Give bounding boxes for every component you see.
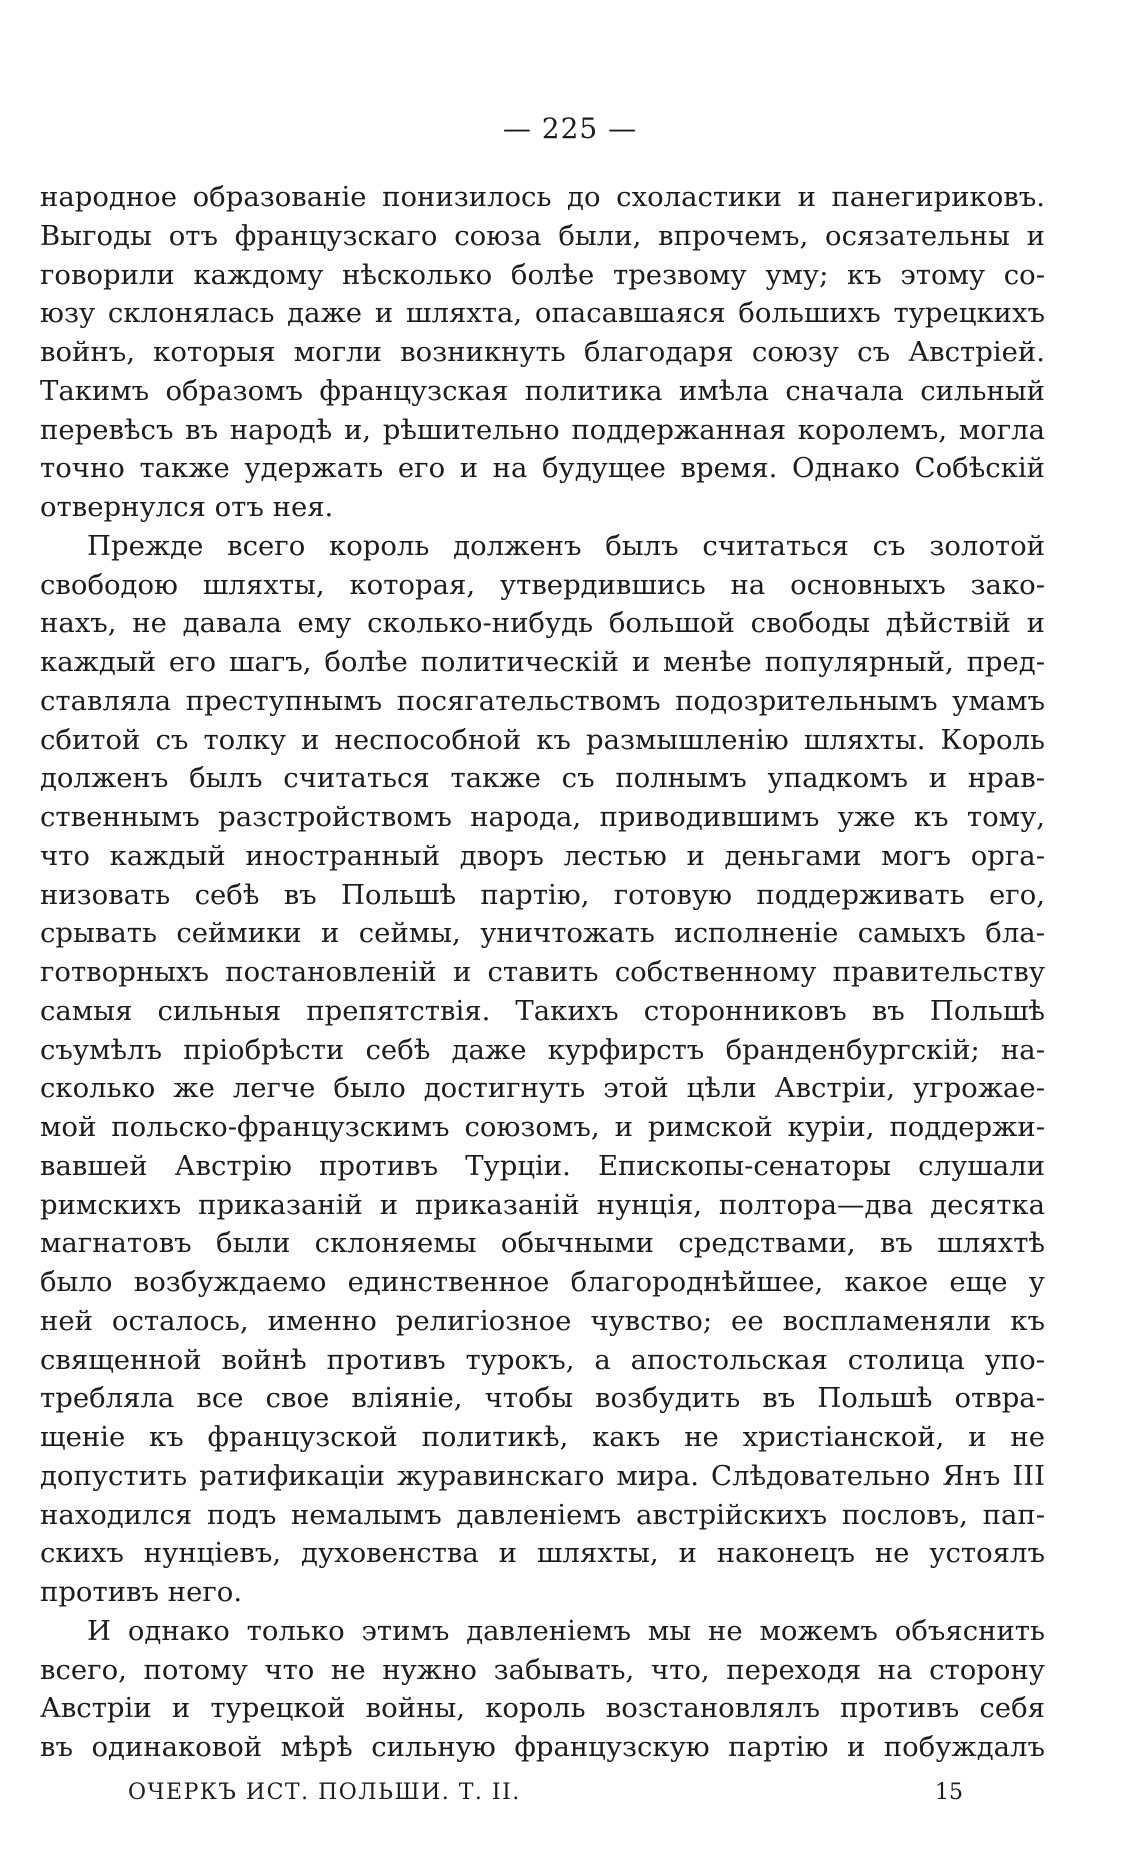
footer-signature: ОЧЕРКЪ ИСТ. ПОЛЬШИ. Т. II. — [128, 1780, 521, 1805]
body-text — [40, 178, 1045, 1767]
text-line: сбитой съ толку и неспособной къ размышленію шляхты. Король — [40, 723, 1045, 756]
text-line: священной войнѣ противъ турокъ, а апостольская столица упо- — [40, 1343, 1045, 1376]
text-line: римскихъ приказаній и приказаній нунція, полтора—два десятка — [40, 1188, 1045, 1221]
footer-sheet-number: 15 — [935, 1780, 963, 1805]
text-line: сколько же легче было достигнуть этой цѣли Австріи, угрожае- — [40, 1072, 1045, 1105]
text-line: требляла все свое вліяніе, чтобы возбудить въ Польшѣ отвра- — [40, 1382, 1045, 1415]
text-line: точно также удержать его и на будущее время. Однако Собѣскій — [40, 452, 1045, 485]
text-line: магнатовъ были склоняемы обычными средствами, въ шляхтѣ — [40, 1227, 1045, 1260]
text-line: скихъ нунціевъ, духовенства и шляхты, и наконецъ не устоялъ — [40, 1537, 1045, 1570]
text-line: допустить ратификаціи журавинскаго мира. Слѣдовательно Янъ III — [40, 1459, 1045, 1492]
text-line: свободою шляхты, которая, утвердившись на основныхъ зако- — [40, 568, 1045, 601]
text-line: долженъ былъ считаться также съ полнымъ упадкомъ и нрав- — [40, 762, 1045, 795]
text-line: каждый его шагъ, болѣе политическій и менѣе популярный, пред- — [40, 646, 1045, 678]
text-line: И однако только этимъ давленіемъ мы не можемъ объяснить — [87, 1614, 1045, 1647]
text-line: низовать себѣ въ Польшѣ партію, готовую поддерживать его, — [40, 878, 1045, 911]
text-line: ней осталось, именно религіозное чувство; ее воспламеняли къ — [40, 1304, 1045, 1337]
text-line: юзу склонялась даже и шляхта, опасавшаяся большихъ турецкихъ — [40, 297, 1045, 330]
text-line: находился подъ немалымъ давленіемъ австрійскихъ пословъ, пап- — [40, 1498, 1045, 1531]
text-line: говорили каждому нѣсколько болѣе трезвому уму; къ этому со- — [40, 258, 1045, 291]
text-line: противъ него. — [40, 1576, 243, 1608]
text-line: народное образованіе понизилось до схоластики и панегириковъ. — [40, 181, 1045, 213]
text-line: готворныхъ постановленій и ставить собственному правительству — [40, 956, 1045, 988]
text-line: вавшей Австрію противъ Турціи. Епископы-сенаторы слушали — [40, 1149, 1045, 1182]
text-line: всего, потому что не нужно забывать, что, переходя на сторону — [40, 1653, 1045, 1686]
text-line: было возбуждаемо единственное благороднѣйшее, какое еще у — [40, 1266, 1045, 1298]
text-line: съумѣлъ пріобрѣсти себѣ даже курфирстъ бранденбургскій; на- — [40, 1033, 1045, 1066]
text-line: мой польско-французскимъ союзомъ, и римской куріи, поддержи- — [40, 1111, 1045, 1143]
page-footer — [0, 1780, 1140, 1814]
text-line: Такимъ образомъ французская политика имѣла сначала сильный — [40, 374, 1045, 407]
page-number: — 225 — — [502, 112, 638, 145]
text-line: въ одинаковой мѣрѣ сильную французскую партію и побуждалъ — [40, 1731, 1045, 1763]
text-line: ставляла преступнымъ посягательствомъ подозрительнымъ умамъ — [40, 684, 1045, 717]
text-line: щеніе къ французской политикѣ, какъ не христіанской, и не — [40, 1421, 1045, 1453]
text-line: Выгоды отъ французскаго союза были, впрочемъ, осязательны и — [40, 219, 1045, 252]
text-line: Прежде всего король долженъ былъ считаться съ золотой — [87, 529, 1045, 562]
text-line: ственнымъ разстройствомъ народа, приводившимъ уже къ тому, — [40, 801, 1045, 833]
text-line: Австріи и турецкой войны, король возстановлялъ противъ себя — [40, 1692, 1045, 1725]
text-line: отвернулся отъ нея. — [40, 491, 334, 523]
text-line: срывать сеймики и сеймы, уничтожать исполненіе самыхъ бла- — [40, 917, 1045, 950]
text-line: нахъ, не давала ему сколько-нибудь большой свободы дѣйствій и — [40, 607, 1045, 640]
text-line: перевѣсъ въ народѣ и, рѣшительно поддержанная королемъ, могла — [40, 413, 1045, 446]
text-line: что каждый иностранный дворъ лестью и деньгами могъ орга- — [40, 839, 1045, 872]
text-line: самыя сильныя препятствія. Такихъ сторонниковъ въ Польшѣ — [40, 994, 1045, 1027]
text-line: войнъ, которыя могли возникнуть благодаря союзу съ Австріей. — [40, 336, 1045, 368]
